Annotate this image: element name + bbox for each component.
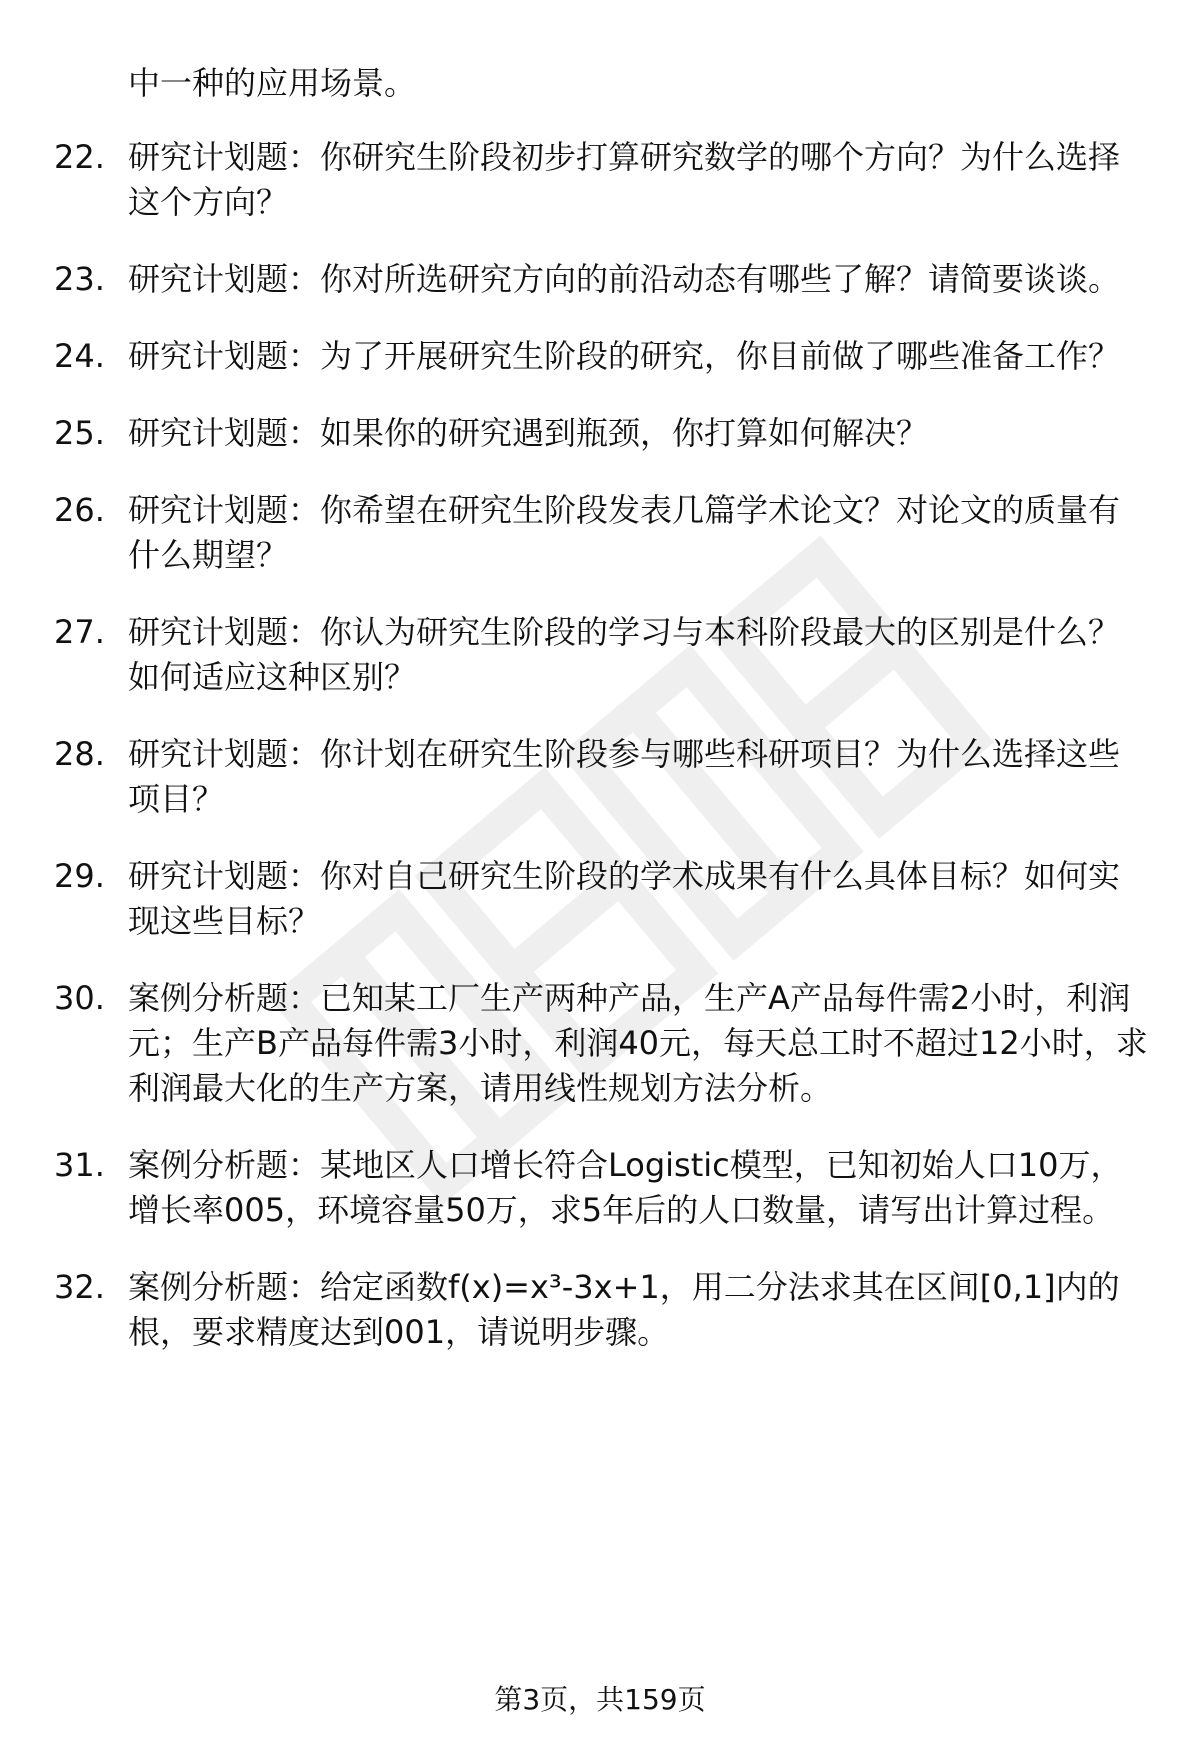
question-item — [0, 610, 1200, 700]
question-number: 27. — [54, 613, 105, 651]
question-item — [0, 135, 1200, 225]
question-number: 28. — [54, 735, 105, 773]
question-item — [0, 976, 1200, 1111]
page-footer: 第3页，共159页 — [494, 1683, 706, 1716]
question-item — [0, 411, 1200, 456]
continuation-text: 中一种的应用场景。 — [128, 64, 417, 102]
question-text: 案例分析题：已知某工厂生产两种产品，生产A产品每件需2小时，利润元；生产B产品每件需3小时，利润40元，每天总工时不超过12小时，求利润最大化的生产方案，请用线性规划方法分析。 — [128, 979, 1148, 1107]
question-text: 研究计划题：如果你的研究遇到瓶颈，你打算如何解决？ — [128, 414, 929, 452]
question-text: 研究计划题：你研究生阶段初步打算研究数学的哪个方向？为什么选择这个方向？ — [128, 138, 1121, 221]
question-item — [0, 1265, 1200, 1355]
question-number: 30. — [54, 979, 105, 1017]
question-text: 研究计划题：你认为研究生阶段的学习与本科阶段最大的区别是什么？如何适应这种区别？ — [128, 613, 1121, 696]
question-item — [0, 257, 1200, 302]
question-number: 25. — [54, 414, 105, 452]
question-item — [0, 1143, 1200, 1233]
question-number: 31. — [54, 1146, 105, 1184]
question-text: 研究计划题：你对自己研究生阶段的学术成果有什么具体目标？如何实现这些目标？ — [128, 857, 1121, 940]
question-item — [0, 732, 1200, 822]
question-text: 研究计划题：你计划在研究生阶段参与哪些科研项目？为什么选择这些项目？ — [128, 735, 1121, 818]
question-number: 32. — [54, 1268, 105, 1306]
question-item — [0, 854, 1200, 944]
question-number: 24. — [54, 337, 105, 375]
question-text: 案例分析题：某地区人口增长符合Logistic模型，已知初始人口10万，增长率005，环境容量50万，求5年后的人口数量，请写出计算过程。 — [128, 1146, 1123, 1229]
question-number: 29. — [54, 857, 105, 895]
question-number: 26. — [54, 491, 105, 529]
question-number: 23. — [54, 260, 105, 298]
question-item — [0, 488, 1200, 578]
question-number: 22. — [54, 138, 105, 176]
question-text: 研究计划题：你希望在研究生阶段发表几篇学术论文？对论文的质量有什么期望？ — [128, 491, 1121, 574]
question-text: 研究计划题：为了开展研究生阶段的研究，你目前做了哪些准备工作？ — [128, 337, 1121, 375]
question-text: 案例分析题：给定函数f(x)=x³-3x+1，用二分法求其在区间[0,1]内的根，要求精度达到001，请说明步骤。 — [128, 1268, 1120, 1351]
question-list — [0, 135, 1200, 1387]
question-item — [0, 334, 1200, 379]
question-text: 研究计划题：你对所选研究方向的前沿动态有哪些了解？请简要谈谈。 — [128, 260, 1121, 298]
